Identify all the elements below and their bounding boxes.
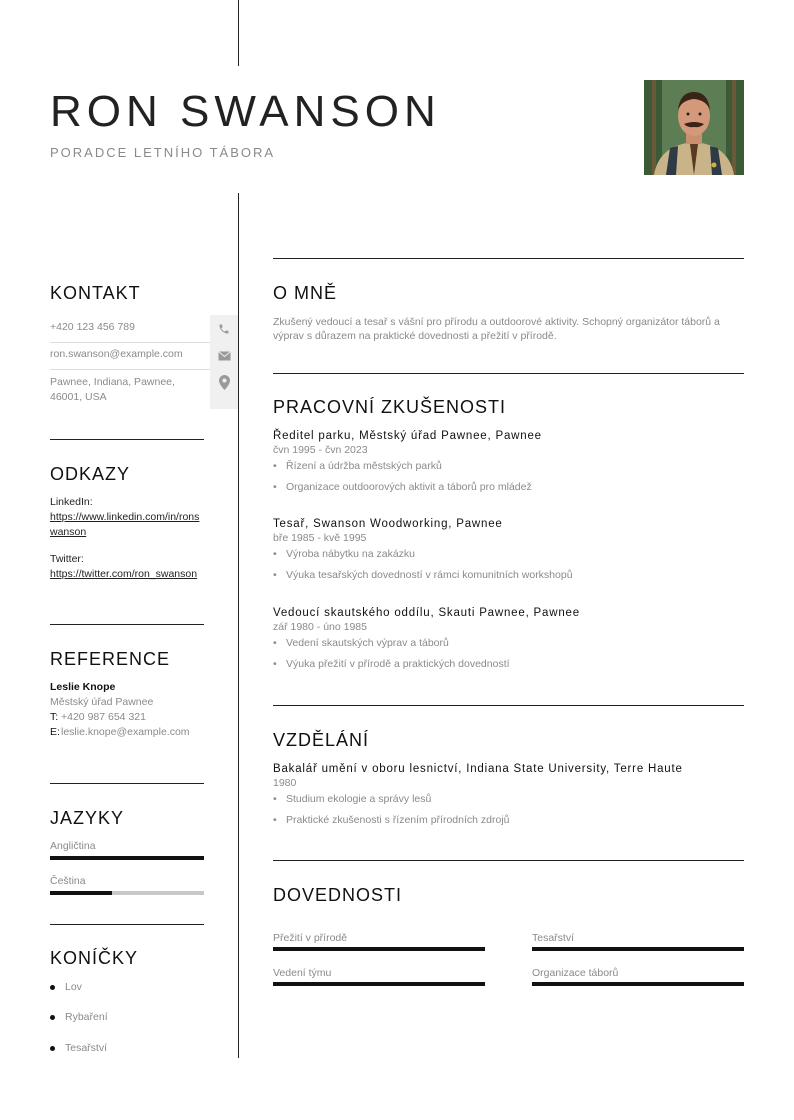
phone-icon bbox=[210, 315, 238, 342]
skill-bar-fill bbox=[273, 947, 485, 951]
contact-phone: +420 123 456 789 bbox=[50, 321, 135, 333]
envelope-icon bbox=[210, 342, 238, 369]
job-bullet: • Vedení skautských výprav a táborů bbox=[273, 637, 743, 649]
job-bullet: • Výuka tesařských dovedností v rámci komunitních workshopů bbox=[273, 569, 743, 581]
job-entry bbox=[273, 518, 743, 581]
job-date: bře 1985 - kvě 1995 bbox=[273, 532, 367, 544]
job-title: Vedoucí skautského oddílu, Skauti Pawnee, Pawnee bbox=[273, 607, 580, 619]
hobby-label: Lov bbox=[65, 981, 82, 993]
skill-bar bbox=[273, 947, 485, 951]
contact-email: ron.swanson@example.com bbox=[50, 348, 183, 360]
skill-bar bbox=[532, 982, 744, 986]
profile-photo bbox=[644, 80, 744, 175]
divider-reference bbox=[50, 624, 204, 625]
hobby-label: Rybaření bbox=[65, 1011, 108, 1023]
language-czech-label: Čeština bbox=[50, 875, 86, 887]
about-text: Zkušený vedoucí a tesař s vášní pro přírodu a outdoorové aktivity. Schopný organizátor táborů a výprav s důrazem na praktické dovednosti a přežití v přírodě. bbox=[273, 316, 720, 342]
language-english-bar bbox=[50, 856, 204, 860]
hobby-item bbox=[50, 1011, 108, 1023]
link-twitter-label: Twitter: bbox=[50, 553, 84, 565]
languages-section-title: JAZYKY bbox=[50, 808, 125, 828]
column-divider-line bbox=[238, 193, 239, 1058]
reference-org: Městský úřad Pawnee bbox=[50, 696, 154, 708]
divider-links bbox=[50, 439, 204, 440]
divider-hobbies bbox=[50, 924, 204, 925]
education-section-title: VZDĚLÁNÍ bbox=[273, 730, 370, 750]
bullet-dot-icon bbox=[50, 1015, 55, 1020]
job-bullet: • Organizace outdoorových aktivit a táborů pro mládež bbox=[273, 481, 743, 493]
reference-email[interactable]: leslie.knope@example.com bbox=[61, 726, 190, 738]
skill-label: Tesařství bbox=[532, 932, 575, 944]
reference-phone: +420 987 654 321 bbox=[61, 711, 146, 723]
job-bullet: • Řízení a údržba městských parků bbox=[273, 460, 743, 472]
skill-bar-fill bbox=[532, 982, 744, 986]
contact-address: Pawnee, Indiana, Pawnee, 46001, USA bbox=[50, 376, 175, 403]
reference-section-title: REFERENCE bbox=[50, 649, 171, 669]
skill-bar bbox=[273, 982, 485, 986]
contact-phone-row bbox=[50, 315, 238, 343]
job-title: Tesař, Swanson Woodworking, Pawnee bbox=[273, 518, 503, 530]
bullet-dot-icon bbox=[50, 985, 55, 990]
job-title: Ředitel parku, Městský úřad Pawnee, Pawnee bbox=[273, 430, 542, 442]
link-twitter bbox=[50, 552, 202, 582]
divider-experience bbox=[273, 373, 744, 374]
reference-phone-label: T: bbox=[50, 711, 59, 723]
contact-address-row bbox=[50, 369, 238, 409]
education-year: 1980 bbox=[273, 777, 297, 789]
reference-email-label: E: bbox=[50, 726, 60, 738]
hobby-item bbox=[50, 981, 82, 993]
experience-section-title: PRACOVNÍ ZKUŠENOSTI bbox=[273, 397, 507, 417]
divider-skills bbox=[273, 860, 744, 861]
skill-label: Přežití v přírodě bbox=[273, 932, 348, 944]
divider-languages bbox=[50, 783, 204, 784]
bullet-dot-icon bbox=[50, 1046, 55, 1051]
reference-block bbox=[50, 680, 204, 740]
link-linkedin-label: LinkedIn: bbox=[50, 496, 93, 508]
reference-name: Leslie Knope bbox=[50, 681, 116, 693]
education-entry bbox=[273, 763, 743, 826]
job-date: zář 1980 - úno 1985 bbox=[273, 621, 367, 633]
education-degree: Bakalář umění v oboru lesnictví, Indiana State University, Terre Haute bbox=[273, 763, 683, 775]
skills-section-title: DOVEDNOSTI bbox=[273, 885, 403, 905]
hobby-item bbox=[50, 1042, 107, 1054]
language-czech-bar-fill bbox=[50, 891, 112, 895]
education-bullet: • Studium ekologie a správy lesů bbox=[273, 793, 743, 805]
job-date: čvn 1995 - čvn 2023 bbox=[273, 444, 368, 456]
hobby-label: Tesařství bbox=[65, 1042, 108, 1054]
skill-bar-fill bbox=[273, 982, 485, 986]
top-divider-line bbox=[238, 0, 239, 66]
links-section-title: ODKAZY bbox=[50, 464, 131, 484]
job-bullet: • Výroba nábytku na zakázku bbox=[273, 548, 743, 560]
skill-label: Organizace táborů bbox=[532, 967, 619, 979]
location-pin-icon bbox=[210, 369, 238, 409]
skill-bar bbox=[532, 947, 744, 951]
language-english-bar-fill bbox=[50, 856, 204, 860]
link-twitter-url[interactable]: https://twitter.com/ron_swanson bbox=[50, 568, 198, 580]
about-section-title: O MNĚ bbox=[273, 283, 338, 303]
job-entry bbox=[273, 430, 743, 493]
skill-bar-fill bbox=[532, 947, 744, 951]
language-english-label: Angličtina bbox=[50, 840, 96, 852]
resume-subtitle: PORADCE LETNÍHO TÁBORA bbox=[50, 145, 276, 160]
contact-section-title: KONTAKT bbox=[50, 283, 141, 303]
skill-label: Vedení týmu bbox=[273, 967, 332, 979]
divider-about bbox=[273, 258, 744, 259]
link-linkedin-url[interactable]: https://www.linkedin.com/in/ronswanson bbox=[50, 511, 200, 538]
language-czech-bar bbox=[50, 891, 204, 895]
job-entry bbox=[273, 607, 743, 670]
hobbies-section-title: KONÍČKY bbox=[50, 948, 139, 968]
link-linkedin bbox=[50, 495, 202, 540]
education-bullet: • Praktické zkušenosti s řízením přírodních zdrojů bbox=[273, 814, 743, 826]
divider-education bbox=[273, 705, 744, 706]
resume-name: RON SWANSON bbox=[50, 87, 441, 136]
job-bullet: • Výuka přežití v přírodě a praktických dovedností bbox=[273, 658, 743, 670]
contact-email-row bbox=[50, 342, 238, 370]
